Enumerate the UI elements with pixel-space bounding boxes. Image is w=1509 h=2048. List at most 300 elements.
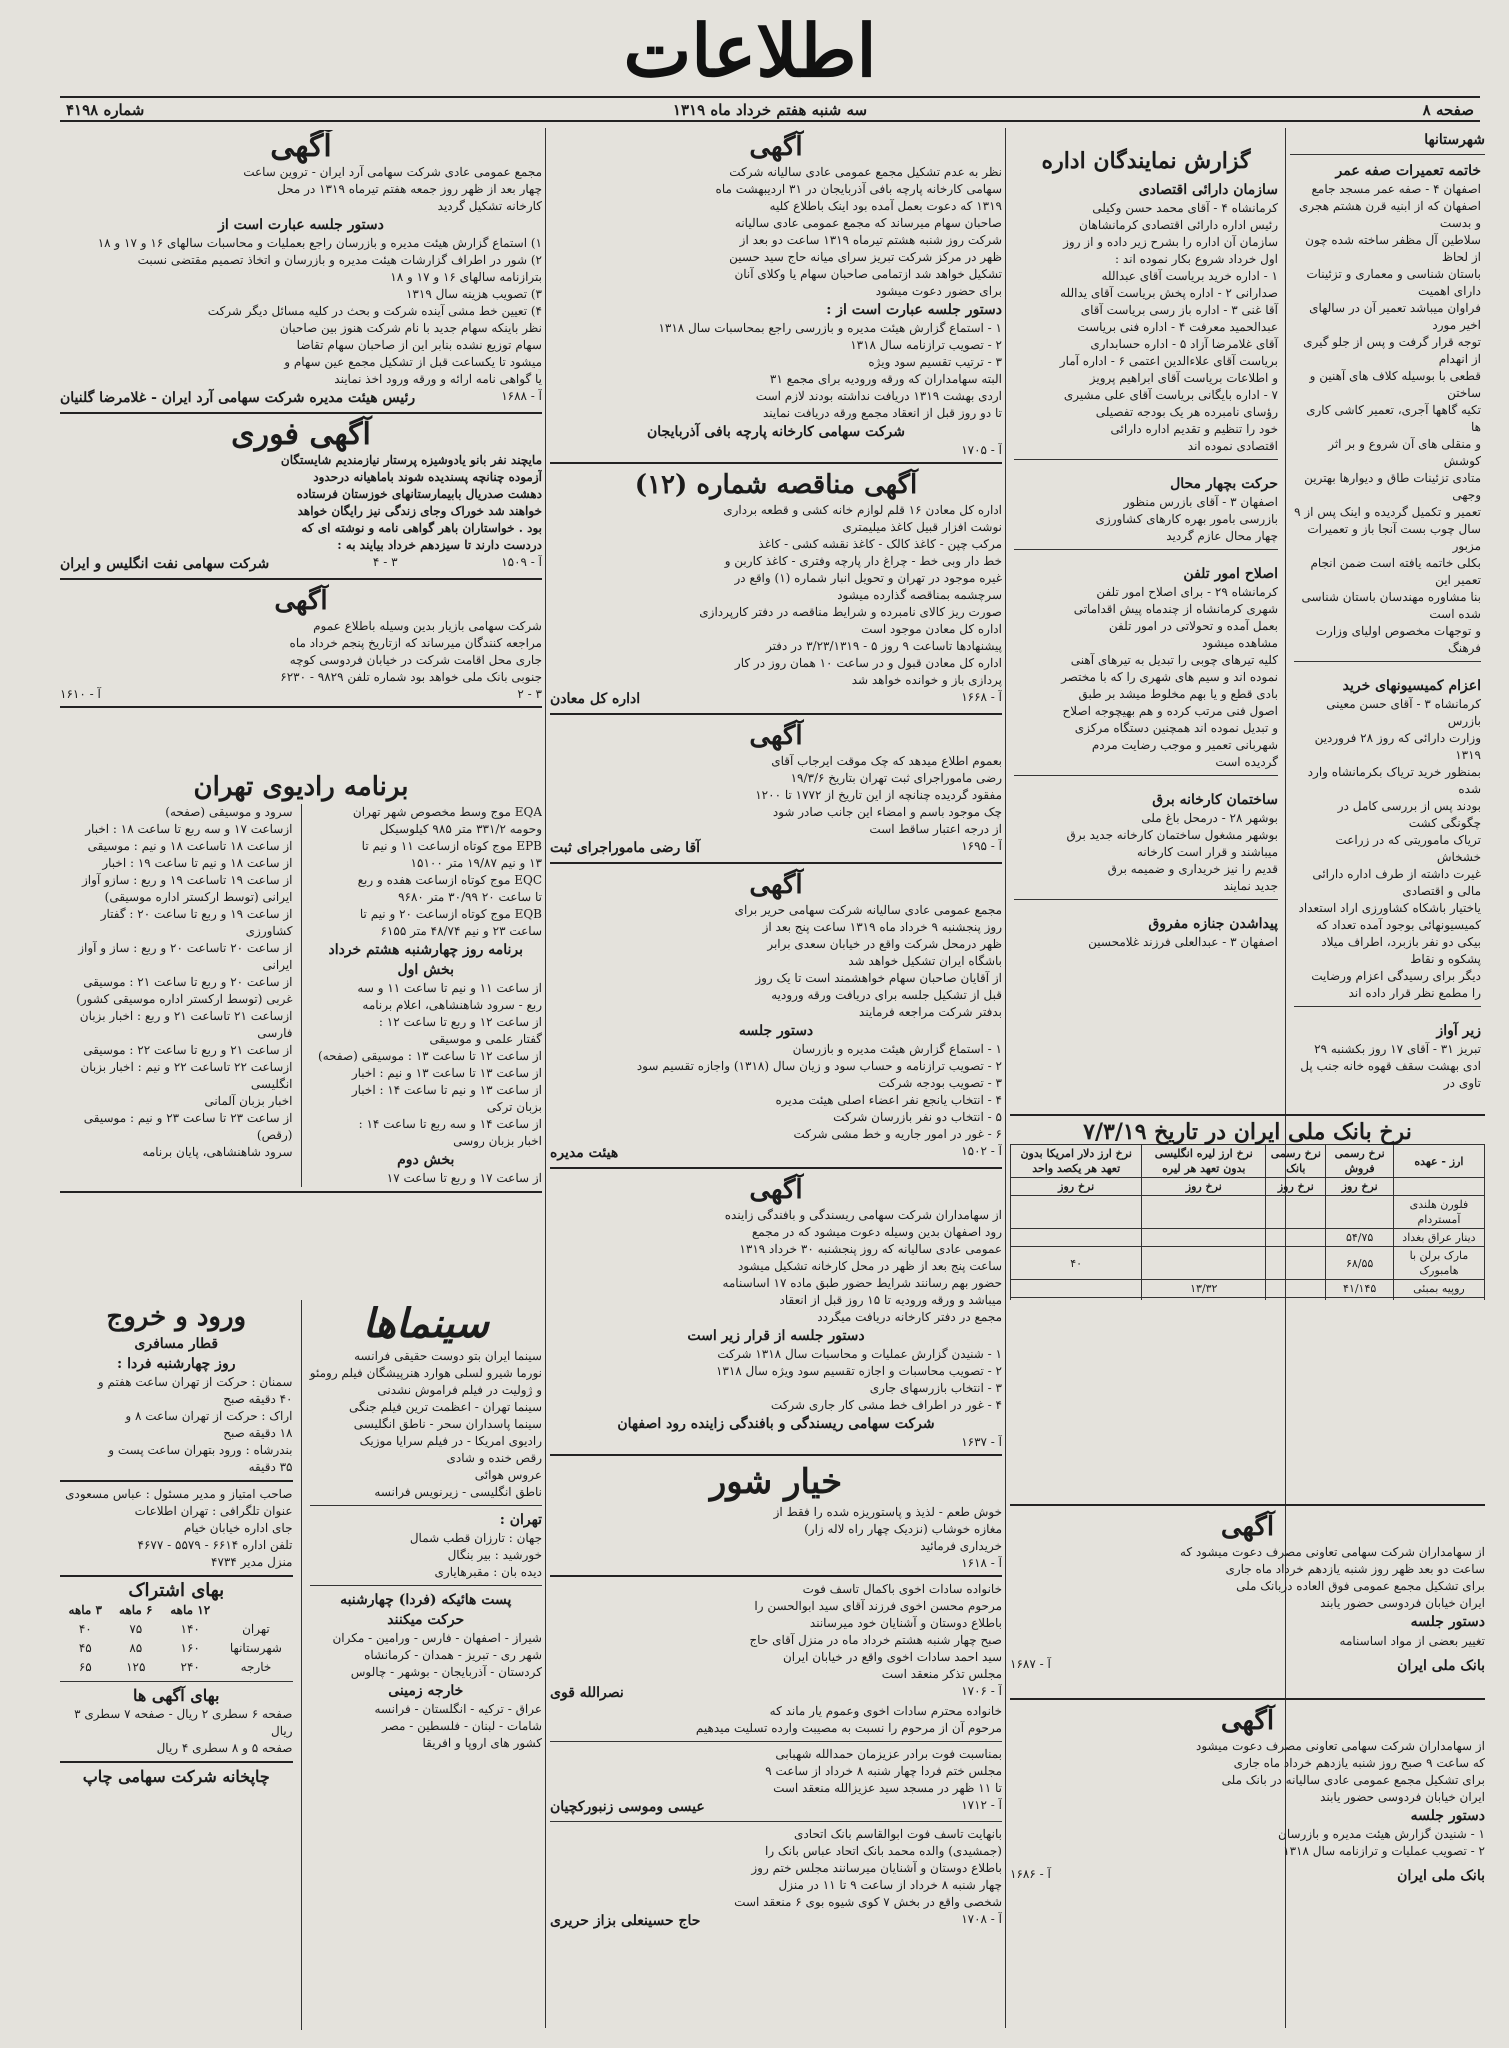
notice-signature: عیسی وموسی زنبورکچیان [550, 1799, 705, 1815]
agenda-item: ۳ - انتخاب بازرسهای جاری [869, 1381, 1002, 1395]
ad-body [60, 452, 542, 554]
news-item [1290, 1019, 1485, 1090]
publisher-line: تلفن اداره ۶۶۱۴ - ۵۵۷۹ - ۴۶۷۷ [137, 1538, 293, 1552]
radio-frequency: EQC موج کوتاه ازساعت هفده و ربع [357, 873, 542, 887]
ad-signature: هیئت مدیره [550, 1145, 619, 1161]
table-cell: تهران [242, 1622, 270, 1636]
news-headline: خاتمه تعمیرات صفه عمر [1335, 163, 1481, 179]
text-line: بازرسی بامور بهره کارهای کشاورزی [1095, 512, 1278, 526]
radio-part-one-list [310, 980, 543, 1150]
text-line: جدید نمایند [1223, 879, 1278, 893]
table-cell [1142, 1196, 1266, 1229]
text-line: دیگر برای رسیدگی اعزام ورضایت [1311, 969, 1481, 983]
table-cell: خارجه [240, 1660, 272, 1674]
post-foreign-list [310, 1701, 543, 1752]
divider [60, 578, 542, 580]
ad-signature: آقا رضی ماموراجرای ثبت [550, 840, 701, 856]
text-line: قبل از تشکیل جلسه برای دریافت ورقه ورودیه [771, 988, 1002, 1002]
agenda-item: ۱ - استماع گزارش هیئت مدیره و بازرسی راجع بمحاسبات سال ۱۳۱۸ [658, 321, 1002, 335]
bank-subheader-cell: نرخ روز [1326, 1178, 1393, 1196]
cinema-travel-section [60, 1300, 542, 2030]
subscription-header-cell: ۱۲ ماهه [170, 1603, 211, 1617]
divider [310, 1585, 543, 1586]
radio-slot: از ساعت ۱۹ و ربع تا ساعت ۲۰ : گفتار کشاورزی [100, 907, 293, 938]
text-line: آزموده چنانچه پسندیده شوند باماهیانه درحدود [313, 470, 542, 484]
post-list [310, 1630, 543, 1681]
text-line: ۱ - اداره خرید بریاست آقای عبدالله [1101, 269, 1278, 283]
news-item [1010, 472, 1282, 556]
radio-slot: از ساعت ۱۳ و نیم تا ساعت ۱۴ : اخبار [351, 1083, 542, 1097]
divider [550, 1167, 1002, 1169]
agenda-item: ۳ - ترتیب تقسیم سود ویژه [868, 355, 1002, 369]
text-line: خانواده محترم سادات اخوی وعموم یار ماند که [769, 1704, 1002, 1718]
agenda-item: ۲ - تصویب محاسبات و اجازه تقسیم سود ویژه سال ۱۳۱۸ [715, 1364, 1002, 1378]
text-line: سهامی کارخانه پارچه بافی آذربایجان در ۳۱ اردیبهشت ماه [715, 182, 1002, 196]
table-cell: ۵۴/۷۵ [1326, 1229, 1393, 1247]
divider [1014, 549, 1278, 550]
table-cell [1142, 1247, 1266, 1280]
travel-column [60, 1300, 293, 2030]
train-list [60, 1374, 293, 1476]
ad-body [550, 1207, 1002, 1326]
ad-body [550, 164, 1002, 300]
agenda-item: ۶ - غور در امور جاریه و خط مشی شرکت [793, 1127, 1002, 1141]
agenda-list [1010, 1826, 1485, 1860]
agenda-item: ۴) تعیین خط مشی آینده شرکت و بحث در کلیه مسائل دیگر شرکت [207, 304, 542, 318]
text-line: و منقلی های آن شروع و بر اثر کوشش [1328, 437, 1481, 468]
news-body [1014, 810, 1278, 895]
radio-slot: از ساعت ۲۰ و ربع تا ساعت ۲۱ : موسیقی [83, 975, 293, 989]
text-line: تا ۱۱ ظهر در مسجد سید عزیزالله منعقد است [773, 1781, 1002, 1795]
agenda-title: دستور جلسه از قرار زیر است [687, 1328, 865, 1344]
agenda-title: دستور جلسه [1410, 1614, 1485, 1630]
table-row [60, 1639, 293, 1658]
divider [1014, 459, 1278, 460]
text-line: ظهر در مرکز شرکت تبریز سرای میانه حاج سید حسین [729, 250, 1002, 264]
ad-signature: رئیس هیئت مدیره شرکت سهامی آرد ایران - غلامرضا گلنیان [60, 390, 416, 406]
radio-slot: ازساعت ۲۲ تاساعت ۲۲ و نیم : اخبار بزبان انگلیسی [80, 1060, 293, 1091]
bank-header-cell: نرخ ارز لیره انگلیسی بدون تعهد هر لیره [1142, 1145, 1266, 1178]
radio-part-two: بخش دوم [397, 1152, 455, 1168]
publisher-line: صاحب امتیاز و مدیر مسئول : عباس مسعودی [65, 1487, 293, 1501]
column-rule [545, 128, 546, 2028]
table-cell [1266, 1229, 1326, 1247]
radio-day: برنامه روز چهارشنبه هشتم خرداد [328, 942, 524, 958]
text-line: قطعی با بوسیله کلاف های آهنین و ساختن [1309, 369, 1481, 400]
text-line: چهار محال عازم گردید [1166, 529, 1278, 543]
column-rule [1005, 128, 1006, 2028]
text-line: مجمع در دفتر کارخانه دریافت میگردد [817, 1310, 1002, 1324]
ad-reference: آ - ۱۶۹۵ [961, 839, 1002, 853]
text-line: متادی تزئینات طاق و دیوارها بهترین وجهی [1304, 471, 1481, 502]
bank-ads-section [1010, 1500, 1485, 2020]
bank-header-cell: ارز - عهده [1393, 1145, 1484, 1178]
cinema-entry: سینما ایران بتو دوست حقیقی فرانسه [354, 1349, 542, 1363]
text-line: تبریز ۳۱ - آقای ۱۷ روز بکشنبه ۲۹ [1314, 1042, 1481, 1056]
post-entry: شهر ری - تبریز - همدان - کرمانشاه [364, 1648, 542, 1662]
section-heading: گزارش نمایندگان اداره [1041, 148, 1251, 174]
text-line: تشکیل خواهد شد ازتمامی صاحبان سهام یا وکلای آنان [734, 267, 1002, 281]
text-line: از آقایان صاحبان سهام خواهشمند است تا یک روز [755, 971, 1002, 985]
bank-header-cell: نرخ رسمی فروش [1326, 1145, 1393, 1178]
radio-frequency: ۱۳ و نیم ۱۹/۸۷ متر ۱۵۱۰۰ [410, 856, 542, 870]
table-cell [1011, 1298, 1142, 1301]
text-line: اصفهان که از ابنیه قرن هشتم هجری و بدست [1298, 199, 1481, 230]
table-row [60, 1620, 293, 1639]
ad-title: آگهی فوری [231, 417, 371, 452]
text-line: از سهامداران شرکت سهامی ریسندگی و بافندگی زاینده [724, 1208, 1002, 1222]
radio-slot: از ساعت ۱۳ تا ساعت ۱۳ و نیم : اخبار [351, 1066, 542, 1080]
cinema-list [310, 1348, 543, 1501]
column-left-ads [60, 130, 542, 770]
radio-slot: از ساعت ۱۲ تا ساعت ۱۳ : موسیقی (صفحه) [318, 1049, 542, 1063]
bank-rates-section [1010, 1110, 1485, 1300]
text-line: نوشت افزار قبیل کاغذ میلیمتری [842, 520, 1002, 534]
radio-slot: اخبار بزبان روسی [453, 1134, 542, 1148]
cinema-title: سینماها [362, 1300, 489, 1347]
radio-slot: سرود و موسیقی (صفحه) [165, 805, 293, 819]
agenda-title: دستور جلسه عبارت است از : [826, 302, 1002, 318]
table-cell [1142, 1298, 1266, 1301]
news-headline: پیداشدن جنازه مفروق [1148, 916, 1278, 932]
bank-rates-title: نرخ بانک ملی ایران در تاریخ ۷/۳/۱۹ [1083, 1119, 1412, 1145]
radio-schedule-left [60, 804, 293, 1187]
text-line: سید احمد سادات اخوی واقع در خیابان ایران [782, 1650, 1002, 1664]
divider [1014, 775, 1278, 776]
ad-rates-title: بهای آگهی ها [133, 1686, 220, 1705]
ad-reference: آ - ۱۶۱۸ [961, 1556, 1002, 1570]
table-cell: ۱۳/۳۲ [1142, 1280, 1266, 1298]
text-line: خوش طعم - لذیذ و پاستوریزه شده را فقط از [773, 1505, 1002, 1519]
text-line: ایران خیابان فردوسی حضور یابند [1320, 1596, 1485, 1610]
mourning-notice [550, 1826, 1002, 1911]
table-cell: ۲۴۰ [180, 1660, 200, 1674]
text-line: اصفهان ۳ - عبدالعلی فرزند غلامحسین [1088, 935, 1278, 949]
radio-slot: از ساعت ۱۲ و ربع تا ساعت ۱۲ : [378, 1015, 542, 1029]
ad-signature: بانک ملی ایران [1397, 1658, 1485, 1674]
divider [1010, 1504, 1485, 1506]
table-cell [1266, 1298, 1326, 1301]
radio-frequency: ساعت ۲۳ و نیم ۴۸/۷۴ متر ۶۱۵۵ [380, 924, 542, 938]
ad-title: آگهی [749, 132, 803, 162]
text-line: شرکت روز شنبه هشتم تیرماه ۱۳۱۹ ساعت دو بعد از [739, 233, 1002, 247]
ad-body [550, 902, 1002, 1021]
text-line: بکلی خاتمه یافته است ضمن انجام تعمیر این [1310, 556, 1481, 587]
text-line: بانهایت تاسف فوت ابوالقاسم بانک اتحادی [794, 1827, 1002, 1841]
text-line: شخصی واقع در بخش ۷ کوی شیوه بوی ۶ منعقد است [734, 1895, 1002, 1909]
text-line: بدفتر شرکت مراجعه فرمایند [859, 1005, 1002, 1019]
text-line: صدارانی ۲ - اداره پخش بریاست آقای یدالله [1060, 286, 1278, 300]
ad-title: آگهی مناقصه شماره (۱۲) [634, 470, 918, 500]
text-line: بادی قطع و یا بهم مخلوط میشد بر طبق [1078, 687, 1278, 701]
text-line: و توجهات مخصوص اولیای وزارت فرهنگ [1315, 624, 1481, 655]
divider [550, 1741, 1002, 1742]
radio-slot: از ساعت ۲۳ تا ساعت ۲۳ و نیم : موسیقی (رقص) [83, 1111, 293, 1142]
agenda-item: ۱ - شنیدن گزارش هیئت مدیره و بازرسان [1278, 1827, 1485, 1841]
text-line: شهری کرمانشاه از چندماه پیش اقداماتی [1073, 602, 1278, 616]
agenda-list [550, 1346, 1002, 1414]
text-line: پیشنهادها تاساعت ۹ روز ۵ - ۳/۲۳/۱۳۱۹ در دفتر [766, 639, 1002, 653]
news-headline: اعزام کمیسیونهای خرید [1342, 678, 1481, 694]
text-line: مرحوم آن از مرحوم را نسبت به مصیبت وارده تسلیت میدهیم [695, 1721, 1002, 1735]
ad-title: آگهی [1220, 1706, 1275, 1736]
train-entry: بندرشاه : ورود بتهران ساعت پست و [108, 1443, 293, 1457]
table-cell: فلورن هلندی آمستردام [1393, 1196, 1484, 1229]
publisher-info [60, 1486, 293, 1571]
text-line: صاحبان سهام میرساند که مجمع عمومی عادی سالیانه [734, 216, 1002, 230]
radio-slot: ازساعت ۱۷ و سه ربع تا ساعت ۱۸ : اخبار [85, 822, 293, 836]
text-line: خط دار وبی خط - چراغ دار پارچه وفتری - کاغذ کاربن و [724, 554, 1002, 568]
text-line: اداره کل معادن موجود است [861, 622, 1002, 636]
post-entry: شامات - لبنان - فلسطین - مصر [382, 1719, 542, 1733]
news-item [1290, 674, 1485, 1013]
text-line: اصفهان ۳ - آقای بازرس منظور [1123, 495, 1278, 509]
table-cell: ۸۵ [129, 1641, 143, 1655]
radio-frequency: EPB موج کوتاه ازساعت ۱۱ و نیم تا [361, 839, 542, 853]
radio-part-two-list [310, 1170, 543, 1187]
post-subtitle: حرکت میکنند [387, 1612, 465, 1628]
text-line: میباشند و قرار است کارخانه [1136, 845, 1278, 859]
text-line: دردست دارند تا سیزدهم خرداد بیایند به : [337, 538, 542, 552]
bank-header-cell: نرخ ارز دلار امریکا بدون تعهد هر یکصد واحد [1011, 1145, 1142, 1178]
post-entry: کردستان - آذربایجان - بوشهر - چالوس [350, 1665, 542, 1679]
publisher-line: عنوان تلگرافی : تهران اطلاعات [134, 1504, 293, 1518]
text-line: اول خرداد شروع بکار نموده اند : [1115, 252, 1278, 266]
radio-frequency: وحومه ۳۳۱/۲ متر ۹۸۵ کیلوسیکل [379, 822, 542, 836]
subscription-body [60, 1620, 293, 1677]
agenda-item: یا گواهی نامه ارائه و ورقه ورود اخذ نمایند [334, 372, 542, 386]
agenda-item: بترازنامه سالهای ۱۶ و ۱۷ و ۱۸ [390, 270, 542, 284]
text-line: بعمل آمده و تحولاتی در امور تلفن [1108, 619, 1278, 633]
agenda-item: نظر باینکه سهام جدید با نام شرکت هنوز بین صاحبان [279, 321, 542, 335]
text-line: ادی بهشت سقف قهوه خانه جنب پل تاوی در [1300, 1059, 1481, 1090]
radio-slot: از ساعت ۱۸ تاساعت ۱۸ و نیم : موسیقی [87, 839, 293, 853]
ad-reference: آ - ۱۷۰۸ [961, 1912, 1002, 1926]
agenda-item: ۲ - تصویب ترازنامه و حساب سود و زیان سال (۱۳۱۸) واجازه تقسیم سود [636, 1059, 1002, 1073]
divider [60, 1480, 293, 1482]
text-line: رئیس اداره دارائی اقتصادی کرمانشاهان [1079, 218, 1278, 232]
radio-slot: اخبار بزبان آلمانی [204, 1094, 293, 1108]
table-cell: دینار عراق بغداد [1393, 1229, 1484, 1247]
publisher-line: منزل مدیر ۴۷۳۴ [211, 1555, 293, 1569]
cinema-column [310, 1300, 543, 2030]
ad-reference: آ - ۱۶۳۷ [961, 1435, 1002, 1449]
train-entry: ۴۰ دقیقه صبح [223, 1392, 293, 1406]
divider [60, 1681, 293, 1682]
text-line: آقا غنی ۳ - اداره باز رسی بریاست آقای [1080, 303, 1278, 317]
publisher-line: جای اداره خیابان خیام [183, 1521, 293, 1535]
radio-slot: از ساعت ۱۸ و نیم تا ساعت ۱۹ : اخبار [102, 856, 293, 870]
text-line: جنوبی بانک ملی خواهد بود شماره تلفن ۹۸۲۹ - ۶۲۳۰ [280, 670, 542, 684]
table-cell [1011, 1280, 1142, 1298]
agenda-item: ۴ - انتخاب یانجع نفر اعضاء اصلی هیئت مدیره [775, 1093, 1002, 1107]
radio-frequency: EQA موج وسط مخصوص شهر تهران [352, 805, 542, 819]
table-cell: مارک برلن با هامبورک [1393, 1247, 1484, 1280]
table-cell [1011, 1196, 1142, 1229]
mourning-notice [550, 1581, 1002, 1683]
news-headline: ساختمان کارخانه برق [1152, 792, 1278, 808]
radio-slot: گفتار علمی و موسیقی [429, 1032, 542, 1046]
ad-signature: شرکت سهامی کارخانه پارچه بافی آذربایجان [646, 424, 905, 440]
text-line: صورت ریز کالای نامبرده و شرایط مناقصه در دفتر کارپردازی [699, 605, 1002, 619]
ad-title: آگهی [274, 586, 328, 616]
text-line: خریداری فرمائید [920, 1539, 1002, 1553]
news-body [1014, 934, 1278, 950]
text-line: که ساعت ۹ صبح روز شنبه یازدهم خرداد ماه جاری [1233, 1756, 1485, 1770]
masthead-title: اطلاعات [623, 8, 877, 93]
agenda-item: ۲) شور در اطراف گزارشات هیئت مدیره و بازرسان و اتخاذ تصمیم مقتضی نسبت [137, 253, 542, 267]
text-line: ایران خیابان فردوسی حضور یابند [1320, 1790, 1485, 1804]
column-rule [301, 1300, 302, 2030]
divider [60, 1191, 542, 1193]
table-cell: ۴۱/۱۴۵ [1326, 1280, 1393, 1298]
news-headline: زیر آواز [1436, 1023, 1481, 1039]
news-body [1294, 181, 1481, 657]
text-line: از سهامداران شرکت سهامی تعاونی مصرف دعوت میشود [1195, 1739, 1485, 1753]
post-title: پست هائیکه (فردا) چهارشنبه [340, 1592, 512, 1608]
text-line: تکیه گاهها آجری، تعمیر کاشی کاری ها [1306, 403, 1481, 434]
agenda-list [550, 1041, 1002, 1143]
table-cell [1266, 1247, 1326, 1280]
weather-title: تهران : [499, 1512, 542, 1528]
divider [550, 1821, 1002, 1822]
agenda-item: ۳) تصویب هزینه سال ۱۳۱۹ [405, 287, 542, 301]
radio-schedule-right [310, 804, 543, 1187]
mourning-notice [550, 1746, 1002, 1797]
text-line: کرمانشاه ۳ - آقای حسن معینی بازرس [1326, 697, 1481, 728]
agenda-item: ۱) استماع گزارش هیئت مدیره و بازرسان راجع بعملیات و محاسبات سالهای ۱۶ و ۱۷ و ۱۸ [97, 236, 542, 250]
text-line: بوشهر ۲۸ - درمحل باغ ملی [1141, 811, 1278, 825]
cinema-entry: رادیوی امریکا - در فیلم سرایا موزیک [359, 1434, 542, 1448]
table-cell [1393, 1298, 1484, 1301]
agenda-item: ۱ - شنیدن گزارش عملیات و محاسبات سال ۱۳۱۸ شرکت [717, 1347, 1002, 1361]
text-line: بمنظور خرید تریاک بکرمانشاه وارد شده [1307, 765, 1481, 796]
table-row [1011, 1196, 1485, 1229]
text-line: و تبدیل نموده اند همچنین دستگاه مرکزی [1074, 721, 1278, 735]
cinema-entry: جهان : تارزان قطب شمال [409, 1531, 542, 1545]
text-line: ظهر درمحل شرکت واقع در خیابان سعدی برابر [767, 937, 1002, 951]
ad-title: آگهی [1220, 1512, 1275, 1542]
agenda-item: سهام توزیع نشده بنابر این از صاحبان سهام تقاضا [296, 338, 542, 352]
travel-title: ورود و خروج [106, 1302, 247, 1332]
text-line: مرکب چپن - کاغذ کالک - کاغذ نقشه کشی - کاغذ [758, 537, 1002, 551]
text-line: چهار شنبه ۸ خرداد از ساعت ۹ تا ۱۱ در منزل [778, 1878, 1002, 1892]
text-line: پردازی باز و خوانده خواهد شد [851, 673, 1002, 687]
ad-reference: آ - ۱۵۰۲ [961, 1144, 1002, 1158]
ad-body [1010, 1738, 1485, 1806]
radio-frequency: EQB موج کوتاه ازساعت ۲۰ و نیم تا [359, 907, 542, 921]
subscription-title: بهای اشتراک [128, 1580, 225, 1601]
news-body [1294, 696, 1481, 1002]
cinema-entry: و ژولیت در فیلم فراموش نشدنی [377, 1383, 542, 1397]
text-line: نموده اند و سیم های شهری را که با مختصر [1061, 670, 1278, 684]
text-line: خواهند شد خوراک وجای زندگی نیز رایگان خواهد [297, 504, 542, 518]
text-line: بمناسبت فوت برادر عزیزمان حمدالله شهبابی [775, 1747, 1002, 1761]
radio-slot: بزبان ترکی [486, 1100, 542, 1114]
divider [60, 706, 542, 708]
text-line: مشاهده میشود [1202, 636, 1278, 650]
divider [550, 462, 1002, 464]
table-row [60, 1658, 293, 1677]
ad-reference-part: ۳ - ۴ [372, 555, 398, 569]
text-line: اداره کل معادن ۱۶ قلم لوازم خانه کشی و قطعه برداری [723, 503, 1002, 517]
table-cell [1142, 1229, 1266, 1247]
divider [1294, 661, 1481, 662]
radio-part-one: بخش اول [397, 962, 454, 978]
table-cell [1326, 1298, 1393, 1301]
text-line: خود را تنظیم و تقدیم اداره دارائی [1110, 422, 1278, 436]
table-cell: ۱۲۵ [126, 1660, 146, 1674]
post-entry: شیراز - اصفهان - فارس - ورامین - مکران [332, 1631, 542, 1645]
text-line: سازمان آن اداره را بشرح زیر داده و از روز [1063, 235, 1278, 249]
subscription-header-cell [219, 1601, 292, 1620]
text-line: بودند پس از بررسی کامل در چگونگی کشت [1337, 799, 1481, 830]
column-provinces-left [1010, 130, 1282, 950]
divider [550, 862, 1002, 864]
cinema-entry: نورما شیرو لسلی هوارد هنرپیشگان فیلم رومئو [309, 1366, 542, 1380]
train-entry: ۳۵ دقیقه [248, 1460, 293, 1474]
table-cell: ۴۰ [78, 1622, 92, 1636]
text-line: مجمع عمومی عادی سالیانه شرکت سهامی حریر برای [734, 903, 1002, 917]
radio-slot: ایرانی [262, 958, 293, 972]
text-line: مجلس تذکر منعقد است [881, 1667, 1002, 1681]
ad-reference: آ - ۱۶۸۸ [501, 389, 542, 403]
text-line: کرمانشاه ۴ - آقای محمد حسن وکیلی [1092, 201, 1278, 215]
ad-reference: آ - ۱۵۰۹ [501, 555, 542, 569]
provinces-news-list [1290, 159, 1485, 1090]
text-line: کارخانه تشکیل گردید [437, 199, 542, 213]
agenda-item: البته سهامداران که ورقه ورودیه برای مجمع ۳۱ [769, 372, 1002, 386]
text-line: یاختیار باشکاه کشاورزی اراد استعداد [1298, 901, 1481, 915]
bank-rates-table [1010, 1144, 1485, 1300]
bank-subheader-cell: نرخ روز [1266, 1178, 1326, 1196]
text-line: عمومی عادی سالیانه که روز پنجشنبه ۳۰ خرداد ۱۳۱۹ [739, 1242, 1002, 1256]
divider [550, 1575, 1002, 1577]
text-line: مرحوم محسن اخوی فرزند آقای سید ابوالحسن را [754, 1599, 1002, 1613]
ad-body [60, 164, 542, 215]
text-line: بریاست آقای علاءالدین اعتمی ۶ - اداره آمار [1059, 354, 1278, 368]
text-line: مایچند نفر بانو یادوشیزه پرستار نیازمندیم شایستگان [280, 453, 542, 467]
text-line: مجلس ختم فردا چهار شنبه ۸ خرداد از ساعت ۹ [765, 1764, 1002, 1778]
ad-rate-line: صفحه ۶ سطری ۲ ریال - صفحه ۷ سطری ۳ ریال [74, 1707, 293, 1738]
cinema-entry: دیده بان : مقبرهایاری [434, 1565, 542, 1579]
table-row [1011, 1229, 1485, 1247]
text-line: مغازه خوشاب (نزدیک چهار راه لاله زار) [804, 1522, 1002, 1536]
text-line: (جمشیدی) والده محمد بانک اتحاد عباس بانک را [764, 1844, 1002, 1858]
cinema-entry: خورشید : بیر بنگال [447, 1548, 542, 1562]
table-cell: ۴۰ [1011, 1247, 1142, 1280]
ad-reference: آ - ۱۷۰۵ [961, 443, 1002, 457]
text-line: باستان شناسی و معماری و تزئینات دارای اهمیت [1306, 267, 1481, 298]
radio-title: برنامه رادیوی تهران [193, 772, 409, 802]
text-line: و اطلاعات بریاست آقای ابراهیم پرویز [1089, 371, 1278, 385]
table-cell: ۶۸/۵۵ [1326, 1247, 1393, 1280]
text-line: اصفهان ۴ - صفه عمر مسجد جامع [1311, 182, 1481, 196]
ad-title: آگهی [749, 870, 803, 900]
ad-body [60, 618, 542, 686]
radio-frequency: تا ساعت ۲۰ ۳۰/۹۹ متر ۹۶۸۰ [398, 890, 542, 904]
text-line: ساعت پنج بعد از ظهر در محل کارخانه تشکیل میشود [737, 1259, 1002, 1273]
issue-date: سه شنبه هفتم خرداد ماه ۱۳۱۹ [672, 101, 868, 119]
text-line: بود . خواستاران باهر گواهی نامه و نوشته ای که [301, 521, 542, 535]
text-line: کلیه تیرهای چوبی را تبدیل به تیرهای آهنی [1070, 653, 1278, 667]
table-cell: شهرستانها [229, 1641, 282, 1655]
provinces-news-list [1010, 178, 1282, 950]
divider [310, 1505, 543, 1506]
divider [550, 1454, 1002, 1456]
cinema-entry: ناطق انگلیسی - زیرنویس فرانسه [374, 1485, 542, 1499]
ad-reference: آ - ۱۶۸۶ [1010, 1867, 1051, 1881]
